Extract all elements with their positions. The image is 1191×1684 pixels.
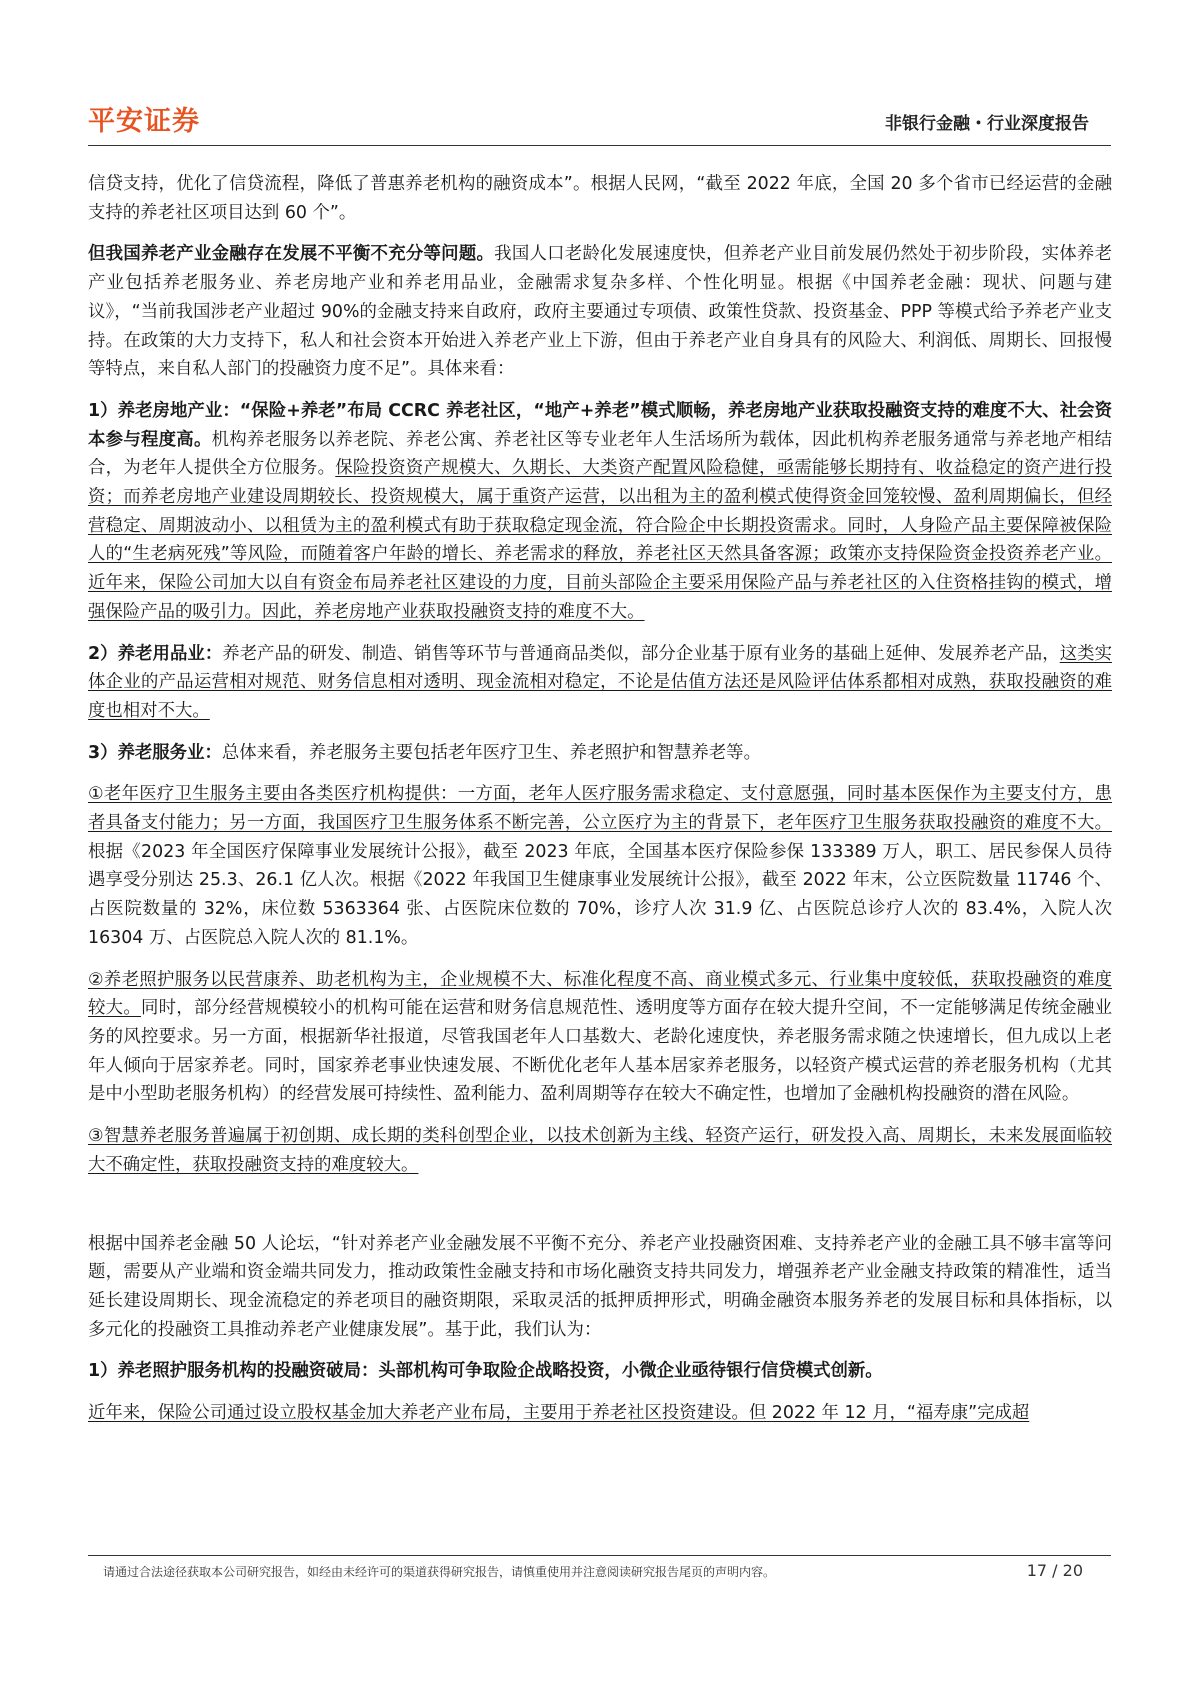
paragraph-text: 总体来看，养老服务主要包括老年医疗卫生、养老照护和智慧养老等。: [221, 742, 761, 763]
underlined-text: ②养老照护服务以民营康养、助老机构为主，企业规模不大、标准化程度不高、商业模式多元、行业集中度较低，获取投融资的难度较大。: [88, 969, 1112, 1019]
paragraph: [88, 1399, 1112, 1428]
paragraph-text: 根据《2023 年全国医疗保障事业发展统计公报》，截至 2023 年底，全国基本医疗保险参保 133389 万人，职工、居民参保人员待遇享受分别达 25.3、26.1 亿人次。根据《2022 年我国卫生健康事业发展统计公报》，截至 2022 年末，公立医院数量 11746 个、占医院数量的 32%，床位数 5363364 张、占医院床位数的 70%，诊疗人次 31.9 亿、占医院总诊疗人次的 83.4%，入院人次 16304 万、占医院总入院人次的 81.1%。: [88, 841, 1112, 948]
paragraph-text: 养老产品的研发、制造、销售等环节与普通商品类似，部分企业基于原有业务的基础上延伸、发展养老产品，: [222, 643, 1060, 664]
paragraph: [88, 640, 1112, 726]
paragraph: [88, 240, 1112, 384]
company-logo: [88, 100, 200, 136]
paragraph-text: 信贷支持，优化了信贷流程，降低了普惠养老机构的融资成本”。根据人民网，“截至 2022 年底，全国 20 多个省市已经运营的金融支持的养老社区项目达到 60 个”。: [88, 174, 1112, 223]
paragraph: [88, 1357, 1112, 1386]
report-body: [88, 170, 1112, 1515]
paragraph-text: 同时，部分经营规模较小的机构可能在运营和财务信息规范性、透明度等方面存在较大提升空间，不一定能够满足传统金融业务的风控要求。另一方面，根据新华社报道，尽管我国老年人口基数大、老龄化速度快，养老服务需求随之快速增长，但九成以上老年人倾向于居家养老。同时，国家养老事业快速发展、不断优化老年人基本居家养老服务，以轻资产模式运营的养老服务机构（尤其是中小型助老服务机构）的经营发展可持续性、盈利能力、盈利周期等存在较大不确定性，也增加了金融机构投融资的潜在风险。: [88, 998, 1112, 1105]
underlined-text: 保险投资资产规模大、久期长、大类资产配置风险稳健，亟需能够长期持有、收益稳定的资产进行投资；而养老房地产业建设周期较长、投资规模大，属于重资产运营，以出租为主的盈利模式使得资金回笼较慢、盈利周期偏长，但经营稳定、周期波动小、以租赁为主的盈利模式有助于获取稳定现金流，符合险企中长期投资需求。同时，人身险产品主要保障被保险人的“生老病死残”等风险，而随着客户年龄的增长、养老需求的释放，养老社区天然具备客源；政策亦支持保险资金投资养老产业。近年来，保险公司加大以自有资金布局养老社区建设的力度，目前头部险企主要采用保险产品与养老社区的入住资格挂钩的模式，增强保险产品的吸引力。因此，养老房地产业获取投融资支持的难度不大。: [88, 458, 1112, 622]
paragraph: [88, 780, 1112, 952]
page-number: 17 / 20: [1026, 1561, 1083, 1580]
bold-heading: 1）养老房地产业：“保险+养老”布局 CCRC 养老社区，“地产+养老”模式顺畅，养老房地产业获取投融资支持的难度不大、社会资本参与程度高。: [88, 400, 1112, 450]
report-type-label: 非银行金融・行业深度报告: [885, 114, 1089, 134]
paragraph-text: 机构养老服务以养老院、养老公寓、养老社区等专业老年人生活场所为载体，因此机构养老服务通常与养老地产相结合，为老年人提供全方位服务。: [88, 429, 1112, 479]
bold-lead: 但我国养老产业金融存在发展不平衡不充分等问题。: [88, 244, 495, 265]
underlined-text: 近年来，保险公司通过设立股权基金加大养老产业布局，主要用于养老社区投资建设。但 2022 年 12 月，“福寿康”完成超: [88, 1403, 1030, 1424]
underlined-text: ③智慧养老服务普遍属于初创期、成长期的类科创型企业，以技术创新为主线、轻资产运行，研发投入高、周期长，未来发展面临较大不确定性，获取投融资支持的难度较大。: [88, 1126, 1112, 1175]
footer-divider: [88, 1555, 1111, 1556]
underlined-text: ①老年医疗卫生服务主要由各类医疗机构提供：一方面，老年人医疗服务需求稳定、支付意愿强，同时基本医保作为主要支付方，患者具备支付能力；另一方面，我国医疗卫生服务体系不断完善，公立医疗为主的背景下，老年医疗卫生服务获取投融资的难度不大。: [88, 784, 1112, 834]
bold-heading: 3）养老服务业：: [88, 742, 222, 763]
paragraph: [88, 1122, 1112, 1179]
paragraph: [88, 966, 1112, 1110]
bold-heading: 1）养老照护服务机构的投融资破局：头部机构可争取险企战略投资，小微企业亟待银行信贷模式创新。: [88, 1361, 883, 1382]
logo-text: 平安证券: [88, 105, 200, 137]
header-divider: [88, 145, 1111, 146]
paragraph-text: 根据中国养老金融 50 人论坛，“针对养老产业金融发展不平衡不充分、养老产业投融资困难、支持养老产业的金融工具不够丰富等问题，需要从产业端和资金端共同发力，推动政策性金融支持和市场化融资支持共同发力，增强养老产业金融支持政策的精准性，适当延长建设周期长、现金流稳定的养老项目的融资期限，采取灵活的抵押质押形式，明确金融资本服务养老的发展目标和具体指标，以多元化的投融资工具推动养老产业健康发展”。基于此，我们认为：: [88, 1233, 1112, 1340]
bold-heading: 2）养老用品业：: [88, 643, 223, 664]
paragraph-text: 我国人口老龄化发展速度快，但养老产业目前发展仍然处于初步阶段，实体养老产业包括养老服务业、养老房地产业和养老用品业，金融需求复杂多样、个性化明显。根据《中国养老金融：现状、问题与建议》，“当前我国涉老产业超过 90%的金融支持来自政府，政府主要通过专项债、政策性贷款、投资基金、PPP 等模式给予养老产业支持。在政策的大力支持下，私人和社会资本开始进入养老产业上下游，但由于养老产业自身具有的风险大、利润低、周期长、回报慢等特点，来自私人部门的投融资力度不足”。具体来看：: [88, 244, 1112, 380]
footer-disclaimer: 请通过合法途径获取本公司研究报告，如经由未经许可的渠道获得研究报告，请慎重使用并注意阅读研究报告尾页的声明内容。: [103, 1565, 776, 1579]
paragraph: [88, 397, 1112, 627]
underlined-text: 这类实体企业的产品运营相对规范、财务信息相对透明、现金流相对稳定，不论是估值方法还是风险评估体系都相对成熟，获取投融资的难度也相对不大。: [88, 643, 1112, 721]
paragraph: [88, 1230, 1112, 1345]
paragraph: [88, 739, 1112, 768]
blank-spacer: [88, 1193, 1112, 1230]
paragraph: [88, 170, 1112, 227]
